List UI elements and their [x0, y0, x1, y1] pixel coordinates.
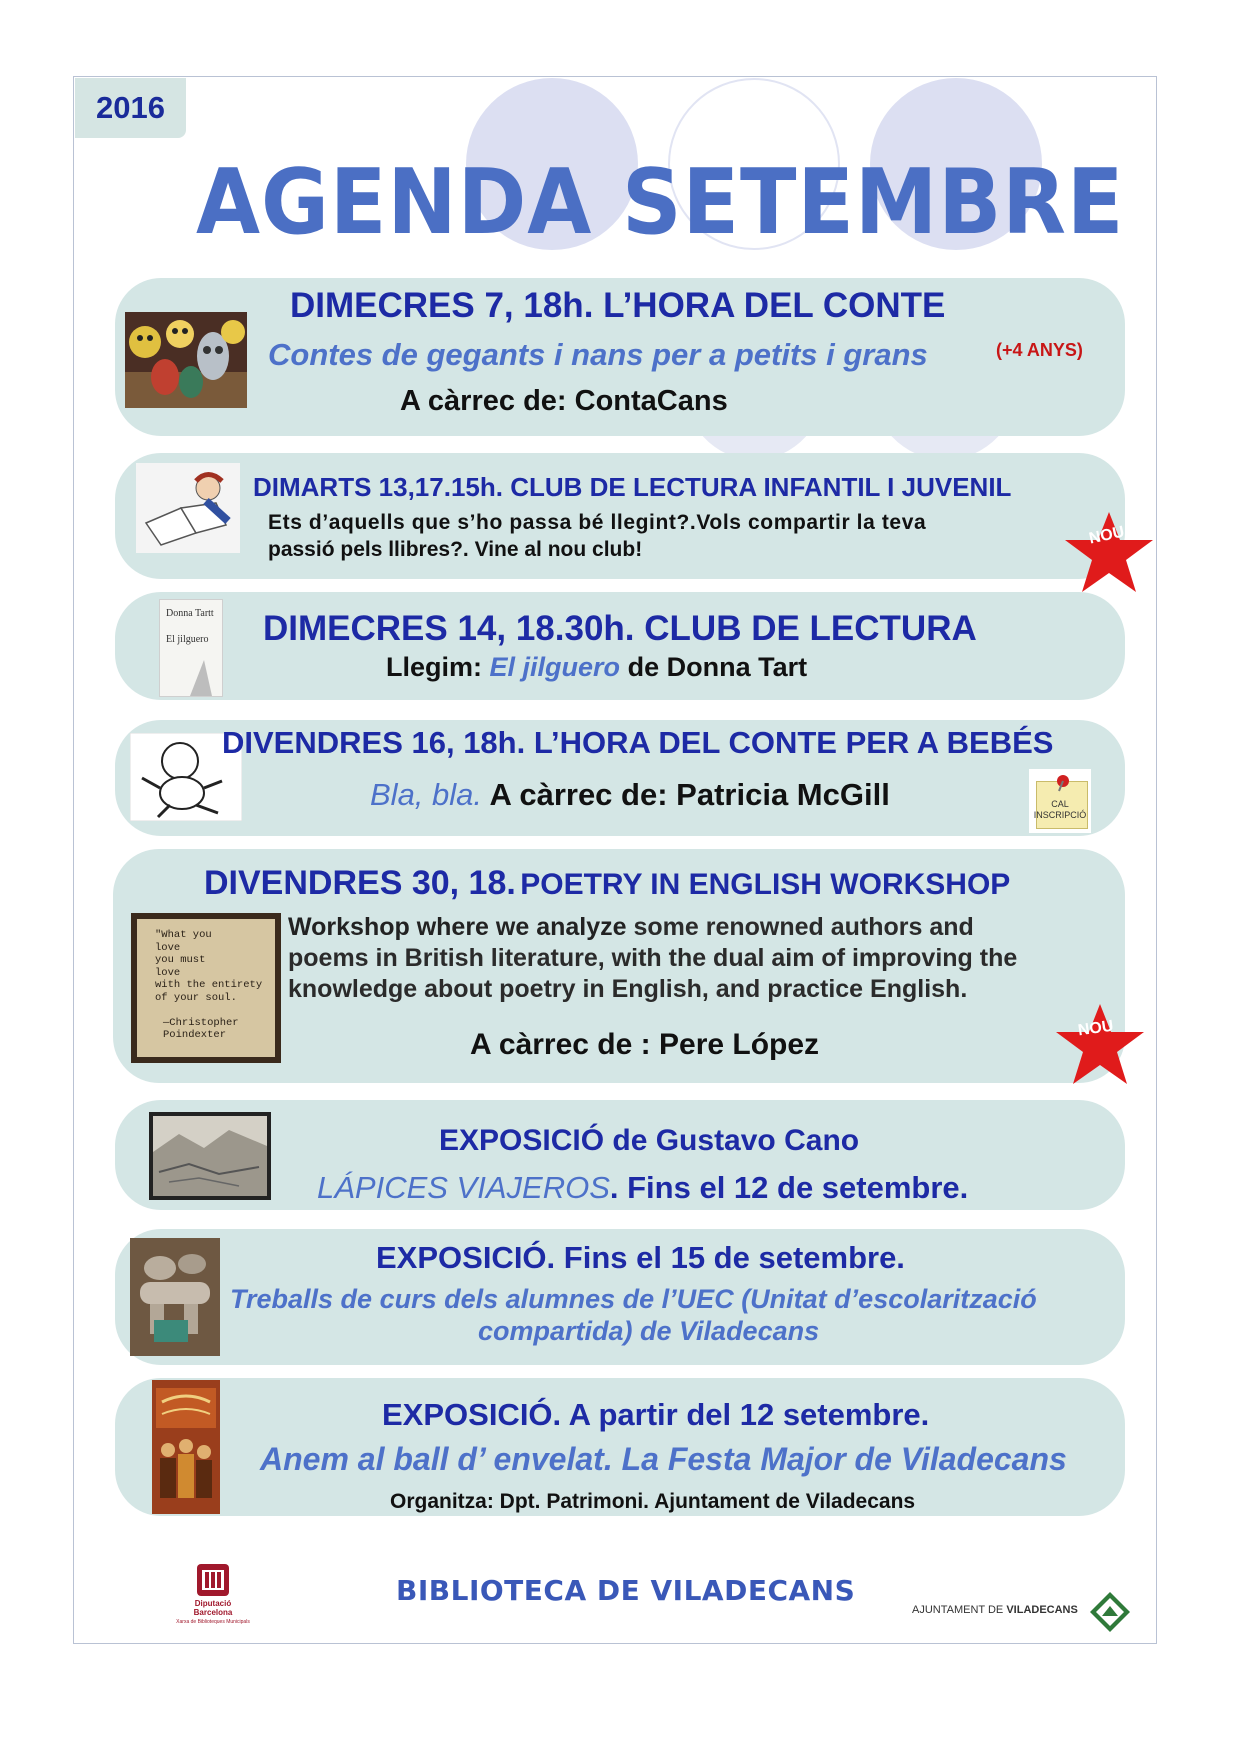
typed-note-line: love	[155, 941, 181, 954]
event-heading: EXPOSICIÓ de Gustavo Cano	[439, 1124, 860, 1157]
typed-note-line: —Christopher	[163, 1016, 239, 1029]
desc-part-b: some renowned authors and	[633, 913, 974, 941]
landscape-sketch-icon	[149, 1112, 271, 1200]
desc-part-a: Workshop where we analyze	[288, 913, 627, 941]
typed-note-line: you must	[155, 954, 206, 966]
poem-typed-note-icon	[131, 913, 281, 1063]
typed-note-line: with the entirety	[155, 979, 263, 991]
read-label: Llegim:	[386, 652, 483, 682]
event-description: knowledge about poetry in English, and practice English.	[288, 975, 968, 1003]
host-name: Patricia McGill	[676, 777, 890, 812]
library-name: BIBLIOTECA DE VILADECANS	[396, 1574, 856, 1607]
page-title: AGENDA SETEMBRE	[196, 150, 1125, 255]
diputacio-logo	[160, 1562, 270, 1628]
ajuntament-logo-b: VILADECANS	[1006, 1604, 1078, 1616]
new-badge-label: NOU	[1076, 1017, 1115, 1040]
book-line	[386, 652, 807, 683]
exhibition-title: LÁPICES VIAJEROS	[317, 1170, 610, 1205]
typed-note-line	[155, 1004, 262, 1017]
giants-masks-photo-icon	[125, 312, 247, 408]
new-badge-star-icon	[1063, 510, 1155, 596]
host-line	[400, 385, 728, 418]
age-label: (+4 ANYS)	[996, 340, 1083, 360]
pottery-photo-icon	[130, 1238, 220, 1356]
registration-note-line2: INSCRIPCIÓ	[1033, 810, 1087, 820]
event-heading-name: POETRY IN ENGLISH WORKSHOP	[520, 868, 1011, 901]
event-description: poems in British literature, with the dual aim of improving the	[288, 944, 1018, 972]
host-name: Pere López	[659, 1028, 820, 1061]
typed-note-line: "What you	[155, 929, 212, 941]
book-title: El jilguero	[489, 652, 621, 682]
event-description: passió pels llibres?. Vine al nou club!	[268, 538, 643, 561]
event-description: Treballs de curs dels alumnes de l’UEC (Unitat d’escolarització	[230, 1284, 1037, 1314]
typed-note-line: Poindexter	[163, 1029, 227, 1041]
host-label: A càrrec de:	[400, 385, 567, 417]
cover-title: El jilguero	[166, 634, 209, 645]
event-heading: DIMARTS 13,17.15h. CLUB DE LECTURA INFANTIL I JUVENIL	[253, 472, 1012, 502]
typed-note-text	[155, 929, 262, 1042]
host-label: A càrrec de :	[470, 1028, 651, 1061]
event-description: compartida) de Viladecans	[478, 1316, 820, 1346]
festa-major-poster-icon	[152, 1380, 220, 1514]
new-badge-star-icon	[1054, 1002, 1146, 1088]
event-heading: DIMECRES 14, 18.30h. CLUB DE LECTURA	[263, 609, 977, 648]
cover-author: Donna Tartt	[166, 608, 214, 619]
diputacio-logo-line1: Diputació	[194, 1599, 232, 1608]
host-line	[370, 777, 890, 813]
event-heading: DIMECRES 7, 18h. L’HORA DEL CONTE	[290, 286, 946, 325]
typed-note-line: of your soul.	[155, 991, 237, 1004]
host-label: A càrrec de:	[489, 777, 668, 812]
event-heading: EXPOSICIÓ. Fins el 15 de setembre.	[376, 1240, 905, 1275]
host-line	[470, 1028, 819, 1062]
ajuntament-logo	[912, 1590, 1132, 1634]
event-subtitle: Contes de gegants i nans per a petits i grans	[268, 337, 928, 372]
typed-note-line: love	[155, 966, 181, 979]
organizer-line: Organitza: Dpt. Patrimoni. Ajuntament de Viladecans	[390, 1490, 916, 1513]
exhibition-line	[317, 1170, 968, 1206]
event-description	[288, 913, 974, 942]
event-subtitle: Anem al ball d’ envelat. La Festa Major de Viladecans	[260, 1441, 1067, 1477]
host-name: ContaCans	[574, 385, 728, 417]
event-description: Ets d’aquells que s’ho passa bé llegint?.Vols compartir la teva	[268, 511, 927, 534]
event-heading: EXPOSICIÓ. A partir del 12 setembre.	[382, 1397, 930, 1432]
registration-note-line1: CAL	[1051, 799, 1069, 809]
event-heading	[204, 864, 1010, 903]
event-subtitle: Bla, bla.	[370, 777, 483, 812]
diputacio-logo-line2: Barcelona	[193, 1608, 233, 1617]
exhibition-until: . Fins el 12 de setembre.	[609, 1170, 969, 1205]
child-reading-drawing-icon	[136, 463, 240, 553]
book-cover-icon	[159, 599, 223, 697]
diputacio-logo-line3: Xarxa de Biblioteques Municipals	[176, 1619, 250, 1625]
author-label: de Donna Tart	[627, 652, 808, 682]
registration-note-icon	[1029, 769, 1091, 833]
year-badge: 2016	[75, 78, 186, 138]
new-badge-label: NOU	[1087, 523, 1126, 548]
event-heading-date: DIVENDRES 30, 18.	[204, 864, 516, 902]
ajuntament-logo-a: AJUNTAMENT DE	[912, 1604, 1004, 1616]
ajuntament-logo-text	[912, 1604, 1078, 1616]
event-heading: DIVENDRES 16, 18h. L’HORA DEL CONTE PER A BEBÉS	[222, 725, 1054, 760]
